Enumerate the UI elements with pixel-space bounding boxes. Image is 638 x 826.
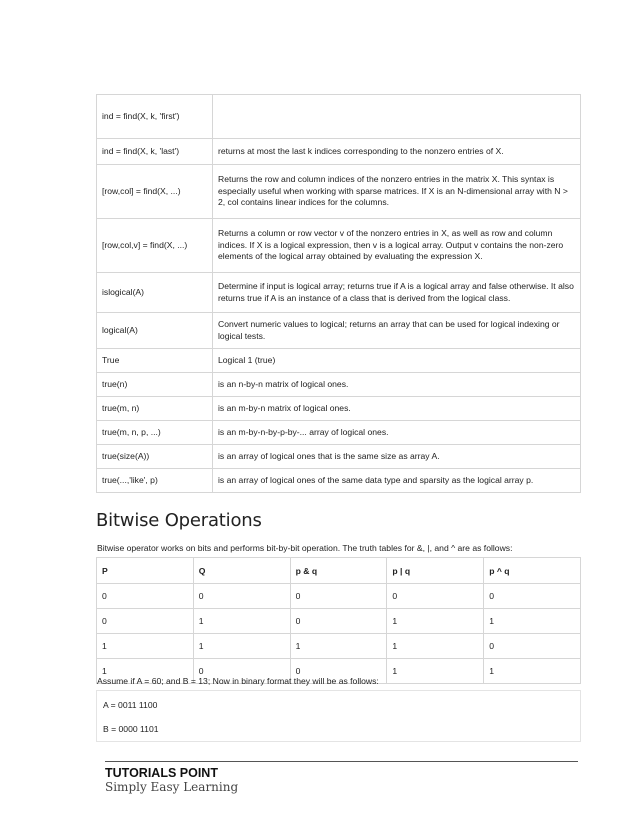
function-syntax: True	[97, 349, 213, 373]
table-cell: 1	[484, 659, 581, 684]
column-header: p ^ q	[484, 558, 581, 584]
function-description: is an m-by-n matrix of logical ones.	[213, 397, 581, 421]
table-row	[97, 95, 581, 139]
column-header: P	[97, 558, 194, 584]
table-row	[97, 349, 581, 373]
table-row	[97, 397, 581, 421]
table-cell: 0	[387, 584, 484, 609]
function-description: Logical 1 (true)	[213, 349, 581, 373]
table-row	[97, 273, 581, 313]
table-cell: 0	[484, 634, 581, 659]
function-description: Returns the row and column indices of the nonzero entries in the matrix X. This syntax is especially useful when working with sparse matrices. If X is an N-dimensional array with N > 2, col contains linear indices for the columns.	[213, 165, 581, 219]
table-cell: 0	[290, 659, 387, 684]
intro-paragraph: Bitwise operator works on bits and performs bit-by-bit operation. The truth tables for &, |, and ^ are as follows:	[97, 543, 513, 553]
function-description: is an array of logical ones of the same data type and sparsity as the logical array p.	[213, 469, 581, 493]
function-description: Returns a column or row vector v of the nonzero entries in X, as well as row and column indices. If X is a logical expression, then v is a logical array. Output v contains the non-zero elements of the logical array obtained by evaluating the expression X.	[213, 219, 581, 273]
function-syntax: [row,col,v] = find(X, ...)	[97, 219, 213, 273]
function-syntax: true(m, n)	[97, 397, 213, 421]
function-syntax: true(size(A))	[97, 445, 213, 469]
function-syntax: islogical(A)	[97, 273, 213, 313]
function-description: returns at most the last k indices corresponding to the nonzero entries of X.	[213, 139, 581, 165]
table-cell: 0	[290, 609, 387, 634]
table-row	[97, 139, 581, 165]
table-cell: 1	[193, 634, 290, 659]
table-row	[97, 219, 581, 273]
function-description: is an array of logical ones that is the same size as array A.	[213, 445, 581, 469]
table-cell: 1	[97, 634, 194, 659]
table-row	[97, 421, 581, 445]
table-row	[97, 469, 581, 493]
table-row	[97, 165, 581, 219]
truth-table	[96, 557, 581, 684]
function-syntax: ind = find(X, k, 'first')	[97, 95, 213, 139]
table-row	[97, 373, 581, 397]
footer-tagline: Simply Easy Learning	[105, 780, 239, 794]
assume-paragraph: Assume if A = 60; and B = 13; Now in binary format they will be as follows:	[97, 676, 379, 686]
function-description	[213, 95, 581, 139]
table-row	[97, 609, 581, 634]
functions-table	[96, 94, 581, 493]
footer-brand: TUTORIALS POINT	[105, 766, 218, 780]
table-row	[97, 313, 581, 349]
table-cell: 1	[97, 659, 194, 684]
table-cell: 0	[290, 584, 387, 609]
table-cell: 0	[193, 659, 290, 684]
function-syntax: true(m, n, p, ...)	[97, 421, 213, 445]
table-cell: 1	[484, 609, 581, 634]
table-cell: 0	[97, 584, 194, 609]
binary-example-box	[96, 690, 581, 742]
table-cell: 1	[387, 634, 484, 659]
table-row	[97, 584, 581, 609]
column-header: p & q	[290, 558, 387, 584]
table-row	[97, 634, 581, 659]
function-syntax: ind = find(X, k, 'last')	[97, 139, 213, 165]
table-header-row	[97, 558, 581, 584]
binary-line-b: B = 0000 1101	[103, 724, 159, 734]
table-row	[97, 445, 581, 469]
function-description: is an n-by-n matrix of logical ones.	[213, 373, 581, 397]
footer-divider	[105, 761, 578, 762]
binary-line-a: A = 0011 1100	[103, 700, 158, 710]
column-header: Q	[193, 558, 290, 584]
function-syntax: true(n)	[97, 373, 213, 397]
section-heading: Bitwise Operations	[96, 510, 262, 531]
table-cell: 1	[193, 609, 290, 634]
function-description: Determine if input is logical array; returns true if A is a logical array and false otherwise. It also returns true if A is an instance of a class that is derived from the logical class.	[213, 273, 581, 313]
table-cell: 1	[387, 659, 484, 684]
table-cell: 0	[97, 609, 194, 634]
function-description: is an m-by-n-by-p-by-... array of logical ones.	[213, 421, 581, 445]
function-description: Convert numeric values to logical; returns an array that can be used for logical indexing or logical tests.	[213, 313, 581, 349]
table-cell: 0	[484, 584, 581, 609]
table-cell: 1	[290, 634, 387, 659]
function-syntax: logical(A)	[97, 313, 213, 349]
function-syntax: [row,col] = find(X, ...)	[97, 165, 213, 219]
column-header: p | q	[387, 558, 484, 584]
table-cell: 1	[387, 609, 484, 634]
table-cell: 0	[193, 584, 290, 609]
function-syntax: true(...,'like', p)	[97, 469, 213, 493]
